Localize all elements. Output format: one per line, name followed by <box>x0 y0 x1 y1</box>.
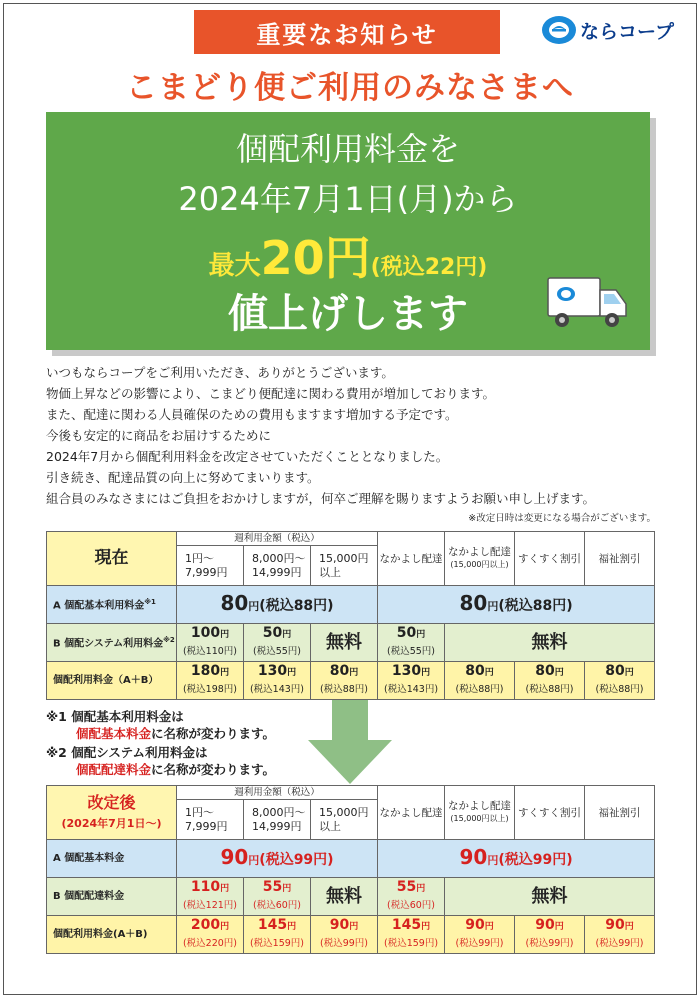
revised-fee-table <box>46 785 655 954</box>
tier3-header: 15,000円 以上 <box>311 546 378 586</box>
fee-cell: 90円 (税込99円) <box>311 916 378 954</box>
message-line: 2024年7月から個配利用料金を改定させていただくこととなりました。 <box>46 449 449 464</box>
tier2-header: 8,000円～ 14,999円 <box>244 800 311 840</box>
fee-cell: 200円 (税込220円) <box>177 916 244 954</box>
coop-logo-icon <box>540 14 578 46</box>
weekly-usage-header: 週利用金額（税込） <box>177 532 378 546</box>
message-line: また、配達に関わる人員確保のための費用もますます増加する予定です。 <box>46 407 458 422</box>
message-line: 組合員のみなさまにはご負担をおかけしますが，何卒ご理解を賜りますようお願い申し上げます。 <box>46 491 596 506</box>
fukushi-header: 福祉割引 <box>585 786 655 840</box>
current-title: 現在 <box>47 532 177 586</box>
fee-cell-free: 無料 <box>311 624 378 662</box>
new-name-1: 個配基本料金 <box>76 726 152 741</box>
change-note: ※改定日時は変更になる場合がございます。 <box>468 513 656 524</box>
fee-cell: 80円 (税込88円) <box>445 662 515 700</box>
fee-cell-free: 無料 <box>311 878 378 916</box>
fee-cell: 110円 (税込121円) <box>177 878 244 916</box>
row-a-label: A 個配基本料金 <box>47 840 177 878</box>
message-line: 引き続き、配達品質の向上に努めてまいります。 <box>46 470 320 485</box>
message-line: 今後も安定的に商品をお届けするために <box>46 428 272 443</box>
coop-logo <box>540 14 674 46</box>
fee-cell-free: 無料 <box>445 624 655 662</box>
fukushi-header: 福祉割引 <box>585 532 655 586</box>
nakayoshi15-header: なかよし配達 (15,000円以上) <box>445 786 515 840</box>
fee-cell: 130円 (税込143円) <box>244 662 311 700</box>
tier2-header: 8,000円～ 14,999円 <box>244 546 311 586</box>
announcement-line4: 値上げします <box>228 291 468 337</box>
row-a-value: 90円(税込99円) <box>378 840 655 878</box>
fee-cell: 80円 (税込88円) <box>585 662 655 700</box>
tier3-header: 15,000円 以上 <box>311 800 378 840</box>
nakayoshi-header: なかよし配達 <box>378 786 445 840</box>
fee-cell: 50円 (税込55円) <box>378 624 445 662</box>
fee-cell: 145円 (税込159円) <box>244 916 311 954</box>
fee-cell: 130円 (税込143円) <box>378 662 445 700</box>
fee-cell: 55円 (税込60円) <box>244 878 311 916</box>
page-headline: こまどり便ご利用のみなさまへ <box>126 70 574 106</box>
logo-text: ならコープ <box>580 20 675 43</box>
fee-cell: 145円 (税込159円) <box>378 916 445 954</box>
current-fee-table <box>46 531 655 700</box>
announcement-line1: 個配利用料金を <box>235 130 460 168</box>
announcement-date: 2024年7月1日(月)から <box>178 180 518 218</box>
fee-cell: 90円 (税込99円) <box>585 916 655 954</box>
sukusuku-header: すくすく割引 <box>515 532 585 586</box>
fee-cell: 55円 (税込60円) <box>378 878 445 916</box>
fee-cell: 50円 (税込55円) <box>244 624 311 662</box>
fee-cell: 100円 (税込110円) <box>177 624 244 662</box>
max-prefix: 最大 <box>208 251 261 281</box>
nakayoshi-header: なかよし配達 <box>378 532 445 586</box>
row-c-label: 個配利用料金（A＋B） <box>47 662 177 700</box>
fee-cell: 80円 (税込88円) <box>515 662 585 700</box>
tier1-header: 1円～ 7,999円 <box>177 800 244 840</box>
fee-cell: 90円 (税込99円) <box>515 916 585 954</box>
weekly-usage-header: 週利用金額（税込） <box>177 786 378 800</box>
message-body <box>46 362 656 509</box>
announcement-panel <box>46 112 650 350</box>
nakayoshi15-header: なかよし配達 (15,000円以上) <box>445 532 515 586</box>
delivery-truck-icon <box>546 272 628 334</box>
row-b-label: B 個配システム利用料金$^{※2}$ <box>47 624 177 662</box>
footnote-2: ※2 個配システム利用料金は 個配配達料金に名称が変わります。 <box>46 745 276 777</box>
fee-cell: 80円 (税込88円) <box>311 662 378 700</box>
fee-cell-free: 無料 <box>445 878 655 916</box>
sukusuku-header: すくすく割引 <box>515 786 585 840</box>
new-name-2: 個配配達料金 <box>76 762 152 777</box>
row-a-label: A 個配基本利用料金$^{※1}$ <box>47 586 177 624</box>
footnote-1: ※1 個配基本利用料金は 個配基本料金に名称が変わります。 <box>46 709 276 741</box>
footnotes <box>46 708 275 780</box>
row-b-label: B 個配配達料金 <box>47 878 177 916</box>
row-a-value: 90円(税込99円) <box>177 840 378 878</box>
message-line: 物価上昇などの影響により、こまどり便配達に関わる費用が増加しております。 <box>46 386 496 401</box>
row-a-value: 80円(税込88円) <box>177 586 378 624</box>
increase-tax: (税込22円) <box>370 255 488 280</box>
tier1-header: 1円～ 7,999円 <box>177 546 244 586</box>
fee-cell: 180円 (税込198円) <box>177 662 244 700</box>
revised-title: 改定後 (2024年7月1日～) <box>47 786 177 840</box>
message-line: いつもならコープをご利用いただき、ありがとうございます。 <box>46 365 394 380</box>
important-notice-badge: 重要なお知らせ <box>194 10 500 54</box>
increase-amount: 20円 <box>260 231 371 285</box>
row-c-label: 個配利用料金(A＋B) <box>47 916 177 954</box>
fee-cell: 90円 (税込99円) <box>445 916 515 954</box>
down-arrow-icon <box>308 700 392 784</box>
row-a-value: 80円(税込88円) <box>378 586 655 624</box>
